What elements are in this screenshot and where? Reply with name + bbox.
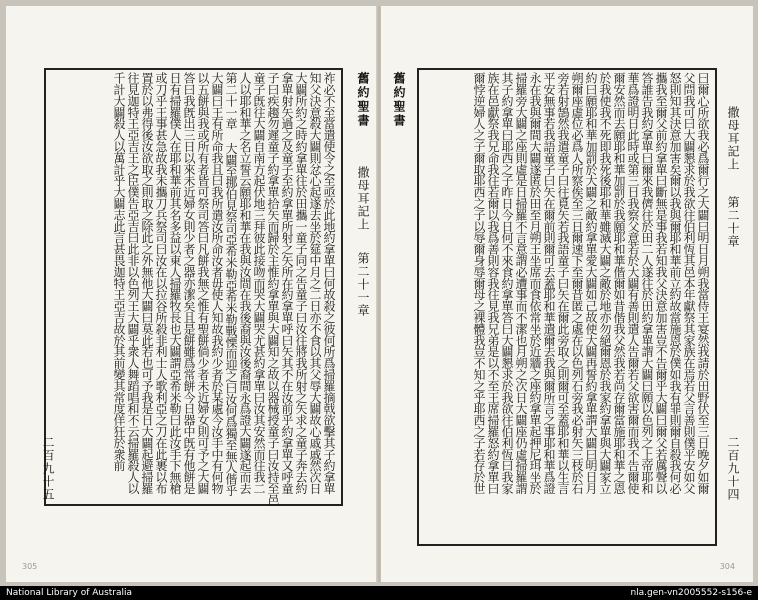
text-column: 日有掃羅僕人在耶和華前其名多益以東人掃羅牧長也大闢謂亞希米勒曰此汝手下無槍 [168,72,182,494]
text-column: 以五餅與我或所有者皆可祭司答曰凡餅我無之惟有聖餅倘少者未近婦女則可予之大闢 [196,72,210,494]
right-page-number: 二百九十四 [726,436,740,501]
text-column: 拿單射矢過之及童子至約拿單所射之矢所在約拿單呼曰矢其不在汝前乎約拿單又呼童 [280,72,294,494]
text-column: 約曰願耶和華加罰於大闢之敵約拿單愛大闢如己故使大闢再誓約拿單謂大闢曰明日月 [584,72,598,494]
library-footer [0,586,758,600]
text-column: 子曰疾趨勿遲童子約拿單拾矢而歸於主惟約拿單與大闢知之故以器械授童子曰汝持至邑 [266,72,280,506]
text-column: 曰爾心所欲我必爲爾行之大闢曰明日月朔我當侍王宴然我請於田野伏至三日晚夕如爾 [696,72,710,494]
text-column: 其子約拿單曰耶西之子昨日今日何不來食約拿單答曰大闢懇求於我欲往伯利恆曰我家 [500,72,514,494]
left-book-name: 撒母耳記上 [356,166,370,231]
text-column: 於我使我不死即我死後耶和華雖滅大闢之敵於地亦勿絕爾恩於我家約拿單與大闢家立 [598,72,612,494]
right-page [381,6,753,582]
text-column: 爾悖逆婦人之子爾取耶西之子以辱爾身辱爾母之裸體我豈不知之乎耶西之子若存於世 [472,72,486,494]
text-column: 知父決意殺大闢則忿心起遂去坐於筵中月之二日亦不食以其父辱大闢故心戚戚然次日 [308,72,322,494]
text-column: 爾安然而去願耶和華加罰於我願耶和華偕爾如昔偕我父然我若尚存爾當施耶和華之恩 [612,72,626,494]
text-column: 千計大闢殺人以萬計乎大闢志此言甚畏迦特王亞吉故於其前變其常度佯狂於衆前 [112,72,126,472]
text-column: 旁若射鵠然我遣童子曰往覓矢若我語童子曰矢在爾此旁取之則爾可至蓋耶和華以生言 [556,72,570,494]
right-book-title: 舊約聖書 [392,72,406,128]
right-pencil-note: 304 [719,562,735,571]
text-column: 華爲證明日此時或第三日我察父意若於大闢有善則遣人告爾若父欲害爾而我不告爾使 [626,72,640,494]
library-name: National Library of Australia [6,588,133,598]
left-page-number: 二百九十五 [41,436,55,501]
text-column: 掃羅旁大闢之座則虛是日掃羅不言意謂必遭事而不潔也月朔之次日大闢座仍虛掃羅謂 [514,72,528,494]
left-chapter-label: 第二十一章 [356,252,370,317]
text-column: 答誰告我約拿單曰爾來我儕往於田二人遂往於田約拿單謂大闢曰願以色列之上帝耶和 [640,72,654,494]
text-column: 童子旣往大闢自南方起伏地三拜彼此接吻而哭大闢哭尤甚約拿單曰汝其安然而往我二 [252,72,266,494]
text-column: 族在邑獻祭我兄命我往若爾以我爲善則容我往見我兄弟是以不至王席掃羅怒約拿單曰 [486,72,500,494]
text-column: 人以耶和華之名立誓云願耶和華在我與汝間在我後裔與汝後裔間永爲證大闢遂起而去 [238,72,252,494]
text-column: 攜我至爾父前約拿單曰斷無是事我若知我父決意加害豈不告爾乎大闢曰爾父若厲聲以 [654,72,668,494]
text-column: 或刀乎王事甚急故我未攜刀兵祭司曰汝在以拉谷所殺非利士人歌利亞之刀在此裹以布 [154,72,168,494]
text-column: 大闢所約之時約拿單往於田攜一童子同之告童子曰汝往將我所射之矢求之童子奔去約 [294,72,308,494]
right-text-body [421,72,709,538]
text-column: 永在我與爾間大闢遂匿於田至月朔王坐席而食依常坐於近牆之座約拿單起押尼珥坐於 [528,72,542,494]
text-column: 答曰我旣出三日以來未近婦女則少者之器亦潔矣且是餅雖爲常餅今日器中旣有他餅是 [182,72,196,494]
text-column: 怒則知其決意加害矣爾以我與爾耶和華前立約故當施恩於僕如我有罪則爾自殺我何必 [668,72,682,494]
text-column: 第二十一章 大闢至挪伯見祭司亞希米勒亞希米勒戰慄而迎之曰汝何爲獨至無人偕乎 [224,72,238,496]
text-column: 往見迦特王亞吉王之臣僕告亞吉曰此非以色列王大闢乎衆人舞蹈唱和不云掃羅殺人以 [126,72,140,494]
right-book-name: 撒母耳記上 [726,106,740,171]
left-pencil-note: 305 [22,562,38,571]
text-column: 置於以弗得後汝欲取之則取之除此之外無他大闢曰莫此若也可予我是日大闢起避掃羅 [140,72,154,494]
right-chapter-label: 第二十章 [726,196,740,248]
text-column: 平安無事若我語童子曰矢在爾前則爾可去蓋耶和華遣爾去我與爾所言之事耶和華爲證 [542,72,556,494]
left-page [6,6,377,582]
record-id: nla.gen-vn2005552-s156-e [630,588,752,598]
text-column: 大闢曰王有所命我且曰我所遣汝所命汝者毋使人知故我約少者於某處今汝手中有何物 [210,72,224,494]
left-book-title: 舊約聖書 [356,72,370,128]
text-column: 朔爾座虛位必爲人所察俟至三日爾速下至爾昔匿之處在以色列石旁我必射矢三枝於石 [570,72,584,494]
text-column: 祚必不至當遣使令之至亟於此地約拿單曰何故殺之彼何所爲掃羅摘戟欲擊其子約拿單 [322,72,336,494]
text-column: 父問我可曰大闢懇求於我欲往伯利恆其邑本年獻祭其家族在焉若父言善則僕平安如父 [682,72,696,494]
